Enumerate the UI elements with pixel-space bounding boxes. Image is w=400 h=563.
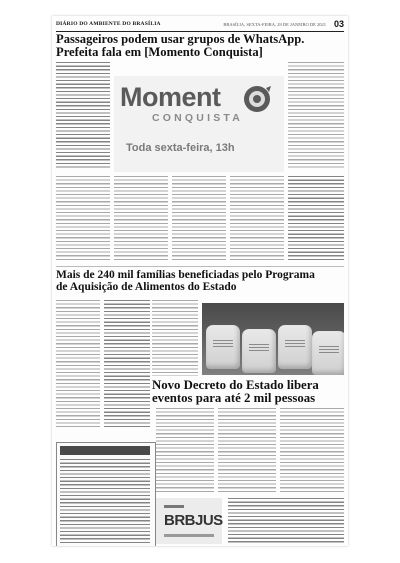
story3-headline-line1: Novo Decreto do Estado libera: [152, 378, 319, 392]
story3-column-1: [156, 408, 214, 494]
story1-column-6: [230, 176, 284, 262]
food-bag: [242, 329, 276, 373]
story1-headline-line2: Prefeita fala em [Momento Conquista]: [56, 45, 263, 60]
page-number: 03: [333, 19, 344, 29]
story2-headline-line2: de Aquisição de Alimentos do Estado: [56, 281, 237, 294]
story2-column-2: [104, 300, 150, 428]
story1-column-7: [288, 176, 344, 262]
official-notice-box: [56, 442, 156, 546]
notice-header-bar: [60, 446, 150, 455]
ad-caption-bar: [164, 534, 214, 537]
newspaper-page: [52, 16, 348, 546]
story3-column-2: [218, 408, 276, 494]
story3-column-3: [280, 408, 344, 494]
story2-headline-line1: Mais de 240 mil famílias beneficiadas pelo Programa: [56, 269, 315, 281]
promo-schedule: Toda sexta-feira, 13h: [126, 142, 235, 154]
story2-column-1: [56, 300, 100, 428]
edition-date: BRASÍLIA, SEXTA-FEIRA, 29 DE JANEIRO DE 2021: [223, 22, 326, 27]
story2-headline: [56, 269, 346, 293]
newspaper-name: DIÁRIO DO AMBIENTE DO BRASÍLIA: [56, 21, 161, 27]
masthead: [56, 19, 344, 32]
camera-icon: [242, 84, 272, 114]
food-bag: [278, 325, 312, 369]
momento-conquista-promo: [114, 76, 284, 172]
notice-text: [60, 459, 150, 543]
story1-column-1: [56, 62, 110, 168]
story1-column-2: [288, 62, 344, 168]
story3-headline-line2: eventos para até 2 mil pessoas: [152, 391, 316, 406]
story1-column-5: [172, 176, 226, 262]
food-bag: [206, 325, 240, 369]
story1-column-3: [56, 176, 110, 262]
promo-brand: Moment: [120, 82, 221, 112]
food-bag: [312, 331, 344, 375]
story1-headline: [56, 33, 346, 59]
story3-column-4: [228, 498, 344, 544]
story2-column-3: [152, 300, 198, 376]
story3-headline: [152, 379, 342, 406]
ad-brand: BRBJUS: [164, 512, 223, 529]
story1-column-4: [114, 176, 168, 262]
section-divider: [56, 266, 344, 267]
food-bags-photo: [202, 303, 344, 375]
brbjus-advertisement: [156, 498, 222, 544]
story1-headline-line1: Passageiros podem usar grupos de WhatsApp.: [56, 32, 305, 46]
promo-subtitle: CONQUISTA: [152, 112, 244, 124]
ad-tag: [164, 505, 184, 508]
